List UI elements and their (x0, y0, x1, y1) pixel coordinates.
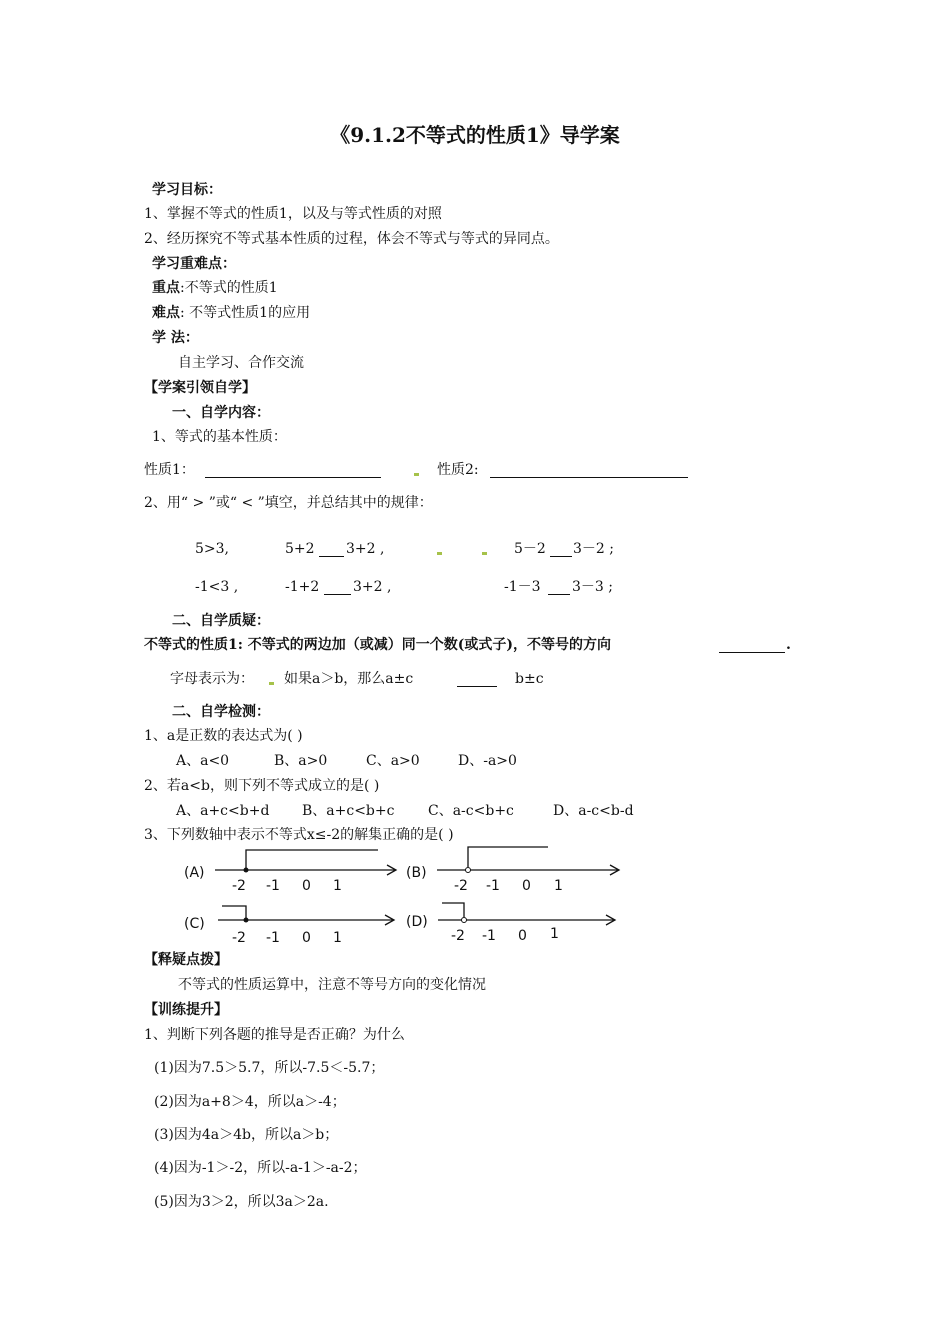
solution-bracket (222, 906, 246, 920)
self-study-heading: 【学案引领自学】 (144, 380, 256, 396)
training-q1: 1、判断下列各题的推导是否正确？为什么 (144, 1027, 405, 1043)
number-lines-figure (170, 840, 630, 950)
number-line-label: (C) (184, 916, 205, 932)
edit-mark (414, 473, 419, 476)
property-statement (144, 636, 611, 654)
open-point (462, 918, 467, 923)
edit-mark (482, 552, 487, 555)
property-1-label: 性质1： (144, 462, 195, 478)
goals-heading: 学习目标： (152, 182, 222, 198)
number-line-label: (B) (406, 865, 427, 881)
tick-label: -2 (451, 928, 465, 944)
solution-bracket (468, 847, 548, 867)
open-point (466, 868, 471, 873)
property-2-label: 性质2: (437, 462, 479, 478)
training-item-2: (2)因为a+8＞4，所以a＞-4； (154, 1094, 346, 1110)
row1-left-2: 5－2 (514, 541, 546, 557)
check-q1-option-d: D、-a>0 (458, 753, 517, 769)
row1-given: 5>3, (195, 541, 229, 557)
letters-blank[interactable] (457, 673, 497, 687)
tick-label: -1 (266, 878, 280, 894)
tick-label: -1 (486, 878, 500, 894)
tick-label: 0 (522, 878, 531, 894)
tick-label: -2 (454, 878, 468, 894)
number-line-d (406, 903, 615, 944)
row2-right: 3+2 , (353, 579, 392, 595)
check-q3: 3、下列数轴中表示不等式x≤-2的解集正确的是( ) (144, 827, 454, 843)
property-text: 不等式的性质1: 不等式的两边加（或减）同一个数(或式子)，不等号的方向 (144, 637, 612, 653)
check-q1: 1、a是正数的表达式为( ) (144, 728, 303, 744)
row2-blank-1[interactable] (324, 581, 351, 595)
solid-point (244, 918, 249, 923)
direction-blank[interactable] (719, 639, 785, 653)
row1-right: 3+2 , (346, 541, 385, 557)
letters-text-2: b±c (515, 671, 544, 687)
number-line-a (184, 850, 396, 894)
row2-left-2: -1－3 (504, 579, 541, 595)
focus-text: :不等式的性质1 (180, 280, 278, 296)
row2-right-2: 3－3 ; (572, 579, 613, 595)
method-text: 自主学习、合作交流 (178, 355, 304, 371)
number-line-label: (A) (184, 865, 205, 881)
letters-text: 如果a＞b，那么a±c (284, 671, 414, 687)
edit-mark (269, 682, 274, 685)
row2-given: -1<3 , (195, 579, 239, 595)
solution-bracket (246, 850, 378, 870)
content-heading: 一、自学内容： (172, 405, 270, 421)
tick-label: 0 (302, 878, 311, 894)
number-line-label: (D) (406, 914, 428, 930)
hint-heading: 【释疑点拨】 (144, 952, 228, 968)
property-1-blank[interactable] (205, 464, 381, 478)
focus-line (152, 279, 278, 297)
number-line-c (184, 906, 394, 946)
number-line-b (406, 847, 619, 894)
question-equality: 1、等式的基本性质： (152, 429, 287, 445)
tick-label: 0 (302, 930, 311, 946)
question-fill: 2、用“ > ”或“ < ”填空，并总结其中的规律： (144, 495, 433, 511)
check-q2-option-c: C、a-c<b+c (428, 803, 514, 819)
doubts-heading: 二、自学质疑： (172, 613, 270, 629)
property-2-blank[interactable] (490, 464, 688, 478)
check-q2-option-a: A、a+c<b+d (176, 803, 270, 819)
difficulty-line (152, 304, 310, 322)
letters-label: 字母表示为： (170, 671, 254, 687)
tick-label: 0 (518, 928, 527, 944)
check-q2-option-b: B、a+c<b+c (302, 803, 395, 819)
key-heading: 学习重难点： (152, 256, 236, 272)
goal-item-1: 1、掌握不等式的性质1，以及与等式性质的对照 (144, 206, 442, 222)
tick-label: 1 (333, 878, 342, 894)
training-item-5: (5)因为3＞2，所以3a＞2a. (154, 1194, 329, 1210)
check-q1-option-c: C、a>0 (366, 753, 420, 769)
tick-label: -2 (232, 930, 246, 946)
difficulty-label: 难点 (152, 305, 180, 321)
tick-label: 1 (333, 930, 342, 946)
tick-label: 1 (550, 926, 559, 942)
row2-left: -1+2 (285, 579, 320, 595)
row1-right-2: 3－2 ; (573, 541, 614, 557)
focus-label: 重点 (152, 280, 180, 296)
check-q2-option-d: D、a-c<b-d (553, 803, 634, 819)
solid-point (244, 868, 249, 873)
difficulty-text: : 不等式性质1的应用 (180, 305, 311, 321)
check-heading: 二、自学检测： (172, 704, 270, 720)
check-q2: 2、若a<b，则下列不等式成立的是( ) (144, 778, 380, 794)
edit-mark (437, 552, 442, 555)
property-period: . (786, 637, 791, 653)
training-item-1: (1)因为7.5＞5.7，所以-7.5＜-5.7； (154, 1060, 385, 1076)
tick-label: -1 (266, 930, 280, 946)
row1-blank-1[interactable] (319, 543, 344, 557)
tick-label: -1 (482, 928, 496, 944)
check-q1-option-a: A、a<0 (176, 753, 230, 769)
solution-bracket (442, 903, 464, 917)
row2-blank-2[interactable] (548, 581, 570, 595)
method-heading: 学 法： (152, 330, 199, 346)
training-item-3: (3)因为4a＞4b，所以a＞b； (154, 1127, 339, 1143)
goal-item-2: 2、经历探究不等式基本性质的过程，体会不等式与等式的异同点。 (144, 231, 559, 247)
tick-label: -2 (232, 878, 246, 894)
page-title: 《9.1.2不等式的性质1》导学案 (330, 123, 620, 147)
hint-text: 不等式的性质运算中，注意不等号方向的变化情况 (178, 977, 486, 993)
training-heading: 【训练提升】 (144, 1002, 228, 1018)
tick-label: 1 (554, 878, 563, 894)
row1-blank-2[interactable] (550, 543, 572, 557)
check-q1-option-b: B、a>0 (274, 753, 328, 769)
row1-left: 5+2 (285, 541, 315, 557)
training-item-4: (4)因为-1＞-2，所以-a-1＞-a-2； (154, 1160, 367, 1176)
